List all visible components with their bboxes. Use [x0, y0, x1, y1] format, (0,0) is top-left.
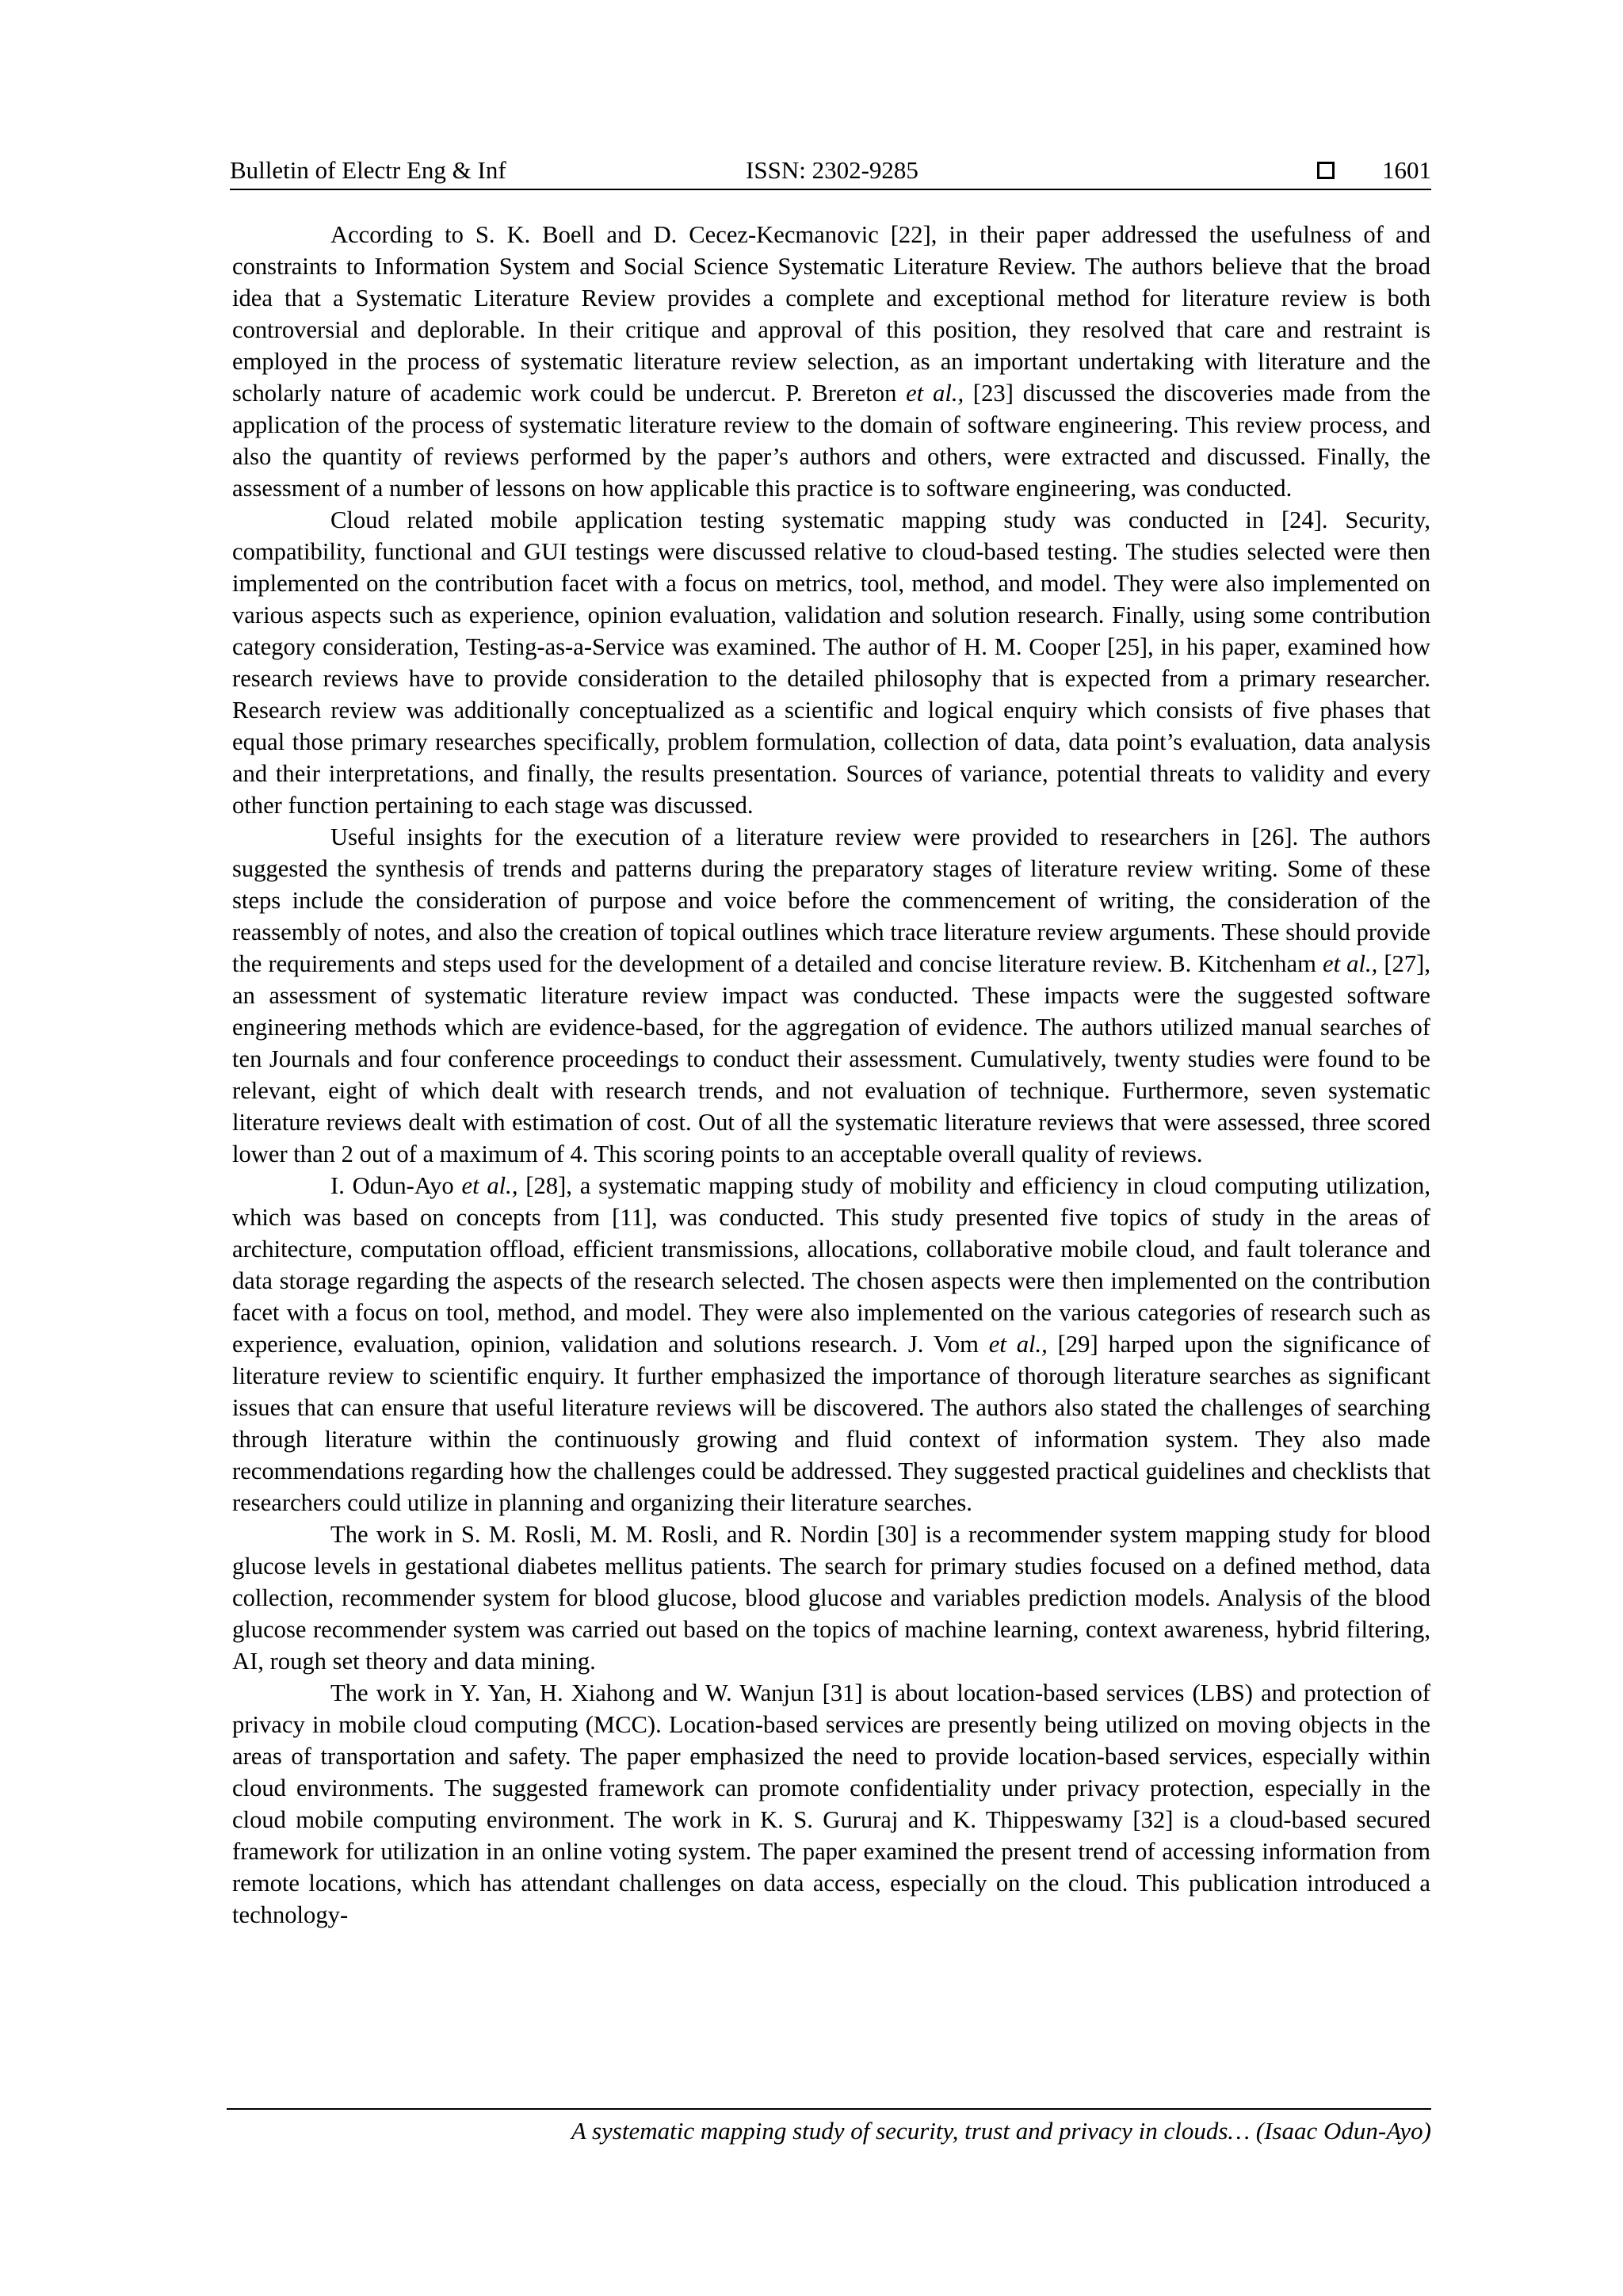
issn: ISSN: 2302-9285: [746, 156, 918, 184]
journal-name: Bulletin of Electr Eng & Inf: [230, 156, 506, 184]
text-run: [27], an assessment of systematic literature review impact was conducted. These impacts were the suggested software engineering methods which are evidence-based, for the aggregation of evidence. The authors utilized manual searches of ten Journals and four conference proceedings to conduct their assessment. Cumulatively, twenty studies were found to be relevant, eight of which dealt with research trends, and not evaluation of technique. Furthermore, seven systematic literature reviews dealt with estimation of cost. Out of all the systematic literature reviews that were assessed, three scored lower than 2 out of a maximum of 4. This scoring points to an acceptable overall quality of reviews.: [232, 950, 1430, 1167]
paragraph: [232, 219, 1430, 504]
paragraph: [232, 504, 1430, 821]
text-run: Cloud related mobile application testing systematic mapping study was conducted in [24]. Security, compatibility, functional and GUI testings were discussed relative to cloud-based testing. The studies selected were then implemented on the contribution facet with a focus on metrics, tool, method, and model. They were also implemented on various aspects such as experience, opinion evaluation, validation and solution research. Finally, using some contribution category consideration, Testing-as-a-Service was examined. The author of H. M. Cooper [25], in his paper, examined how research reviews have to provide consideration to the detailed philosophy that is expected from a primary researcher. Research review was additionally conceptualized as a scientific and logical enquiry which consists of five phases that equal those primary researches specifically, problem formulation, collection of data, data point’s evaluation, data analysis and their interpretations, and finally, the results presentation. Sources of variance, potential threats to validity and every other function pertaining to each stage was discussed.: [232, 506, 1430, 819]
footer-rule: [227, 2108, 1431, 2110]
text-run: The work in S. M. Rosli, M. M. Rosli, and R. Nordin [30] is a recommender system mapping study for blood glucose levels in gestational diabetes mellitus patients. The search for primary studies focused on a defined method, data collection, recommender system for blood glucose, blood glucose and variables prediction models. Analysis of the blood glucose recommender system was carried out based on the topics of machine learning, context awareness, hybrid filtering, AI, rough set theory and data mining.: [232, 1521, 1430, 1675]
header-rule: [230, 189, 1431, 190]
paragraph: [232, 1677, 1430, 1931]
paragraph: [232, 1170, 1430, 1519]
page-header: [230, 152, 1431, 189]
text-run: [29] harped upon the significance of literature review to scientific enquiry. It further emphasized the importance of thorough literature searches as significant issues that can ensure that useful literature reviews will be discovered. The authors also stated the challenges of searching through literature within the continuously growing and fluid context of information system. They also made recommendations regarding how the challenges could be addressed. They suggested practical guidelines and checklists that researchers could utilize in planning and organizing their literature searches.: [232, 1331, 1430, 1516]
body-text: [232, 219, 1430, 1931]
running-footer: A systematic mapping study of security, trust and privacy in clouds… (Isaac Odun-Ayo): [571, 2117, 1431, 2145]
text-run: [23] discussed the discoveries made from the application of the process of systematic literature review to the domain of software engineering. This review process, and also the quantity of reviews performed by the paper’s authors and others, were extracted and discussed. Finally, the assessment of a number of lessons on how applicable this practice is to software engineering, was conducted.: [232, 380, 1431, 502]
text-run: I. Odun-Ayo: [330, 1172, 462, 1199]
italic-run: et al.,: [461, 1172, 518, 1199]
page-number-group: [1317, 152, 1431, 189]
italic-run: et al.,: [988, 1331, 1048, 1358]
square-outline-icon: [1317, 162, 1335, 179]
text-run: [28], a systematic mapping study of mobility and efficiency in cloud computing utilization, which was based on concepts from [11], was conducted. This study presented five topics of study in the areas of architecture, computation offload, efficient transmissions, allocations, collaborative mobile cloud, and fault tolerance and data storage regarding the aspects of the research selected. The chosen aspects were then implemented on the contribution facet with a focus on tool, method, and model. They were also implemented on the various categories of research such as experience, evaluation, opinion, validation and solutions research. J. Vom: [232, 1172, 1431, 1358]
text-run: The work in Y. Yan, H. Xiahong and W. Wanjun [31] is about location-based services (LBS) and protection of privacy in mobile cloud computing (MCC). Location-based services are presently being utilized on moving objects in the areas of transportation and safety. The paper emphasized the need to provide location-based services, especially within cloud environments. The suggested framework can promote confidentiality under privacy protection, especially in the cloud mobile computing environment. The work in K. S. Gururaj and K. Thippeswamy [32] is a cloud-based secured framework for utilization in an online voting system. The paper examined the present trend of accessing information from remote locations, which has attendant challenges on data access, especially on the cloud. This publication introduced a technology-: [232, 1679, 1430, 1928]
italic-run: et al.,: [906, 380, 964, 407]
italic-run: et al.,: [1322, 950, 1378, 977]
paragraph: [232, 821, 1430, 1170]
text-run: Useful insights for the execution of a literature review were provided to researchers in [26]. The authors suggested the synthesis of trends and patterns during the preparatory stages of literature review writing. Some of these steps include the consideration of purpose and voice before the commencement of writing, the consideration of the reassembly of notes, and also the creation of topical outlines which trace literature review arguments. These should provide the requirements and steps used for the development of a detailed and concise literature review. B. Kitchenham: [232, 823, 1430, 977]
page-number: 1601: [1382, 156, 1431, 184]
paragraph: [232, 1519, 1430, 1677]
text-run: According to S. K. Boell and D. Cecez-Kecmanovic [22], in their paper addressed the usefulness of and constraints to Information System and Social Science Systematic Literature Review. The authors believe that the broad idea that a Systematic Literature Review provides a complete and exceptional method for literature review is both controversial and deplorable. In their critique and approval of this position, they resolved that care and restraint is employed in the process of systematic literature review selection, as an important undertaking with literature and the scholarly nature of academic work could be undercut. P. Brereton: [232, 221, 1430, 407]
